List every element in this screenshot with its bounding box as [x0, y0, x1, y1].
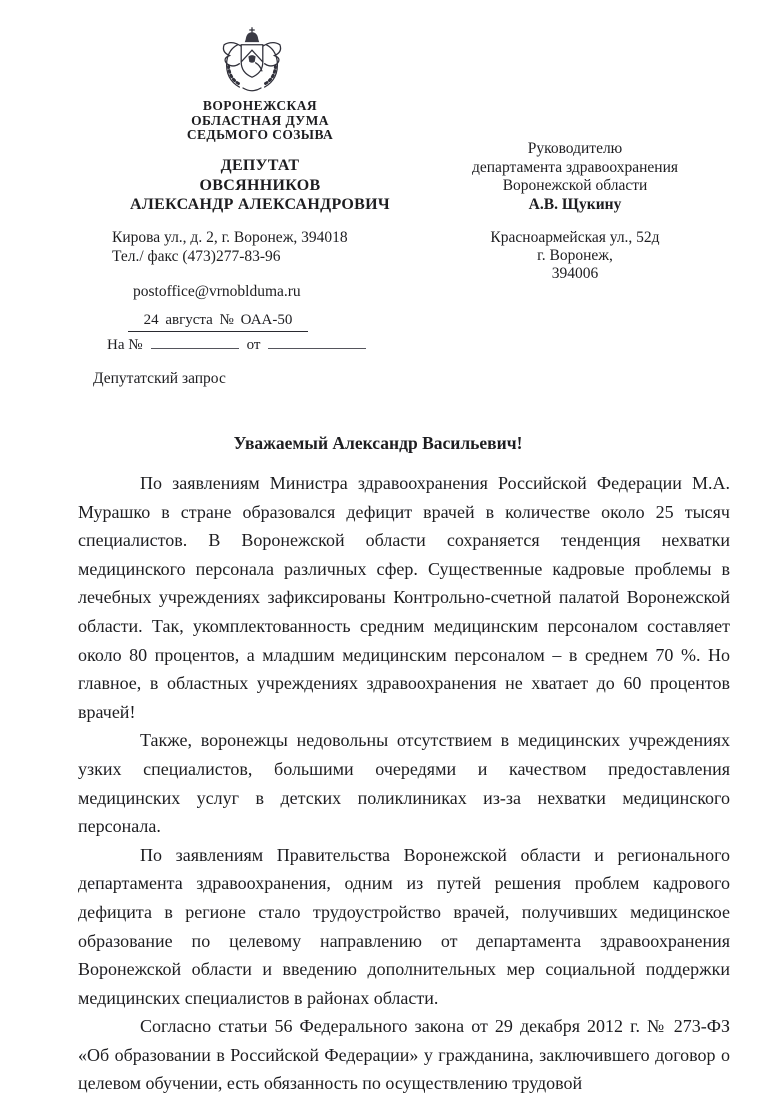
addressee-title-line: Воронежской области: [502, 177, 648, 194]
addressee-title-line: Руководителю: [527, 140, 623, 157]
body-paragraph: По заявлениям Правительства Воронежской области и регионального департамента здравоохранения, одним из путей решения проблем кадрового дефицита в регионе стало трудоустройство врачей, получивших медицинское образование по целевому направлению от департамента здравоохранения Воронежской области и введению дополнительных мер социальной поддержки медицинских специалистов в районах области.: [78, 844, 730, 1008]
sender-address-block: [112, 229, 412, 266]
reference-line: [107, 335, 366, 354]
salutation: Уважаемый Александр Васильевич!: [233, 433, 523, 453]
ref-date-blank: [268, 335, 366, 349]
org-name-block: [90, 99, 430, 143]
outgoing-date-number: 24 августа № ОАА-50: [128, 312, 308, 332]
org-line: ОБЛАСТНАЯ ДУМА: [191, 112, 329, 128]
deputy-firstname-patronymic: АЛЕКСАНДР АЛЕКСАНДРОВИЧ: [130, 196, 390, 213]
addressee-address-block: [425, 229, 725, 283]
addressee-title-line: департамента здравоохранения: [472, 158, 678, 176]
addressee-address-line: Красноармейская ул., 52д: [490, 229, 660, 246]
ref-label-na: На №: [107, 337, 143, 353]
sender-street-address: Кирова ул., д. 2, г. Воронеж, 394018: [112, 229, 348, 246]
letter-body: [78, 469, 730, 1098]
body-paragraph: Также, воронежцы недовольны отсутствием в медицинских учреждениях узких специалистов, большими очередями и качеством предоставления медицинских услуг в детских поликлиниках из-за нехватки медицинского персонала.: [78, 730, 730, 837]
addressee-address-line: 394006: [551, 265, 599, 282]
body-paragraph: По заявлениям Министра здравоохранения Российской Федерации М.А. Мурашко в стране образовался дефицит врачей в количестве около 25 тысяч специалистов. В Воронежской области сохраняется тенденция нехватки медицинского персонала различных сфер. Существенные кадровые проблемы в лечебных учреждениях зафиксированы Контрольно-счетной палатой Воронежской области. Так, укомплектованность средним медицинским персоналом составляет около 80 процентов, а младшим медицинским персоналом – в среднем 70 %. Но главное, в областных учреждениях здравоохранения не хватает до 60 процентов врачей!: [78, 473, 730, 722]
ref-label-ot: от: [246, 337, 261, 353]
ref-number-blank: [151, 335, 239, 349]
deputy-surname: ОВСЯННИКОВ: [199, 176, 321, 194]
org-line: СЕДЬМОГО СОЗЫВА: [186, 127, 334, 142]
coat-of-arms-emblem: [216, 24, 288, 98]
body-paragraph: Согласно статьи 56 Федерального закона от 29 декабря 2012 г. № 273-ФЗ «Об образовании в Российской Федерации» у гражданина, заключившего договор о целевом обучении, есть обязанность по осуществлению трудовой: [78, 1016, 730, 1094]
addressee-address-line: г. Воронеж,: [537, 247, 613, 264]
sender-phone: Тел./ факс (473)277-83-96: [112, 247, 281, 265]
addressee-block: [425, 140, 725, 214]
deputy-title: ДЕПУТАТ: [220, 157, 300, 174]
document-type-label: Депутатский запрос: [93, 370, 226, 387]
deputy-name-block: [70, 156, 450, 215]
org-line: ВОРОНЕЖСКАЯ: [202, 98, 318, 113]
addressee-name: А.В. Щукину: [528, 195, 622, 213]
sender-email: postoffice@vrnoblduma.ru: [133, 283, 301, 300]
